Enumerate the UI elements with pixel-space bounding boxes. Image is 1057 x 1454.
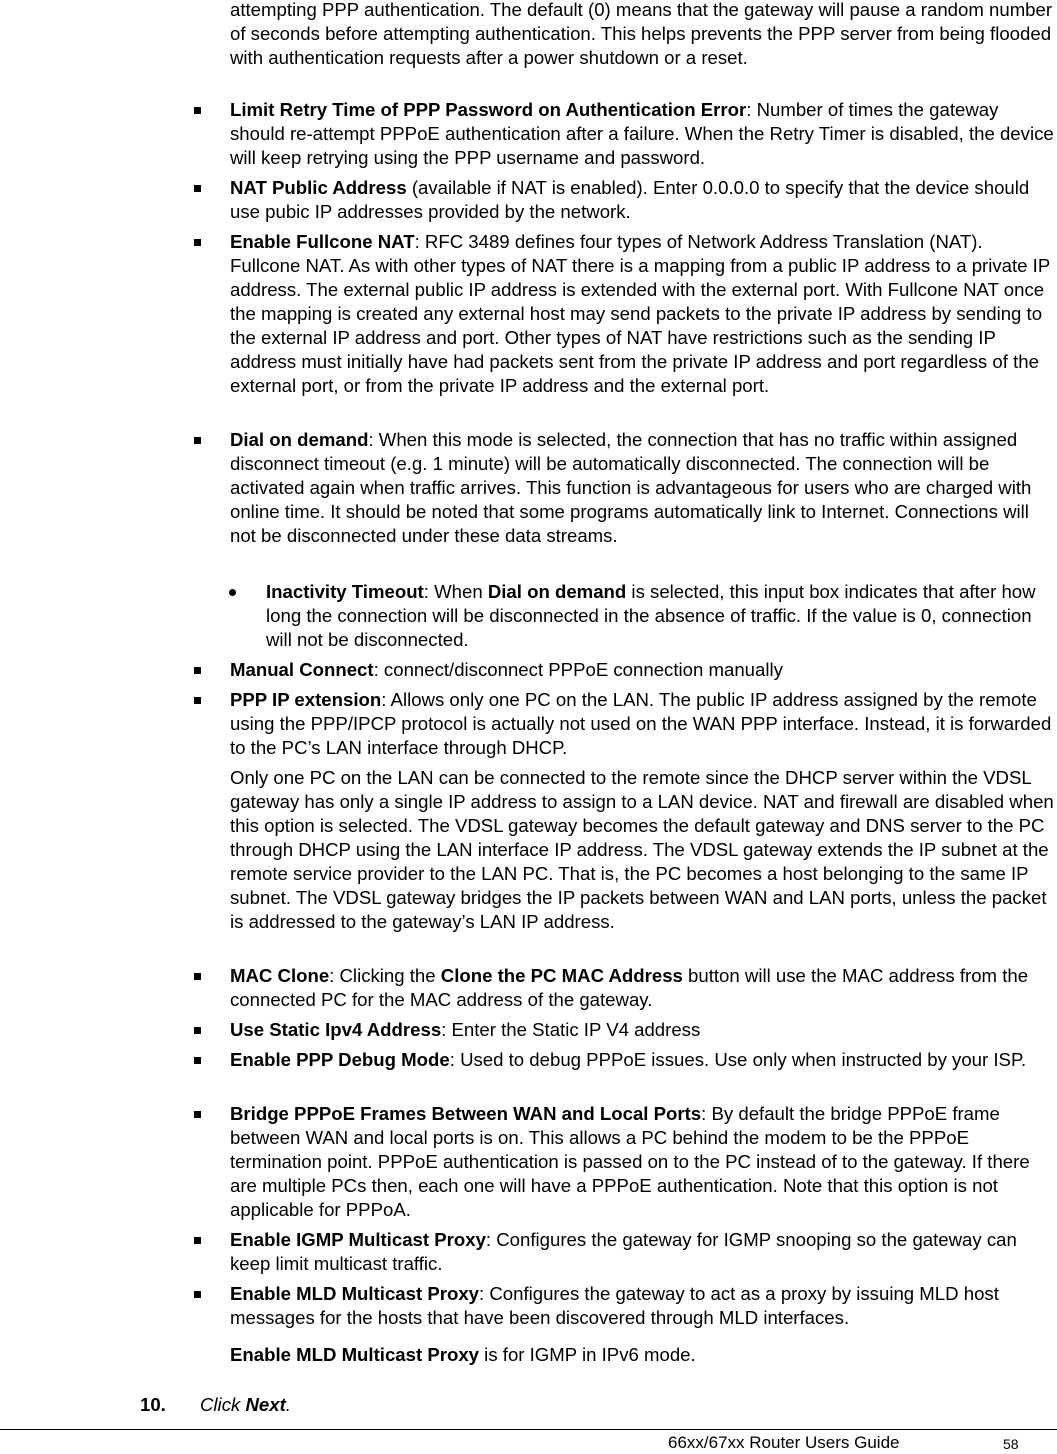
square-bullet-icon [194,107,201,114]
square-bullet-icon [194,1237,201,1244]
list-item-igmp-proxy [230,1228,1055,1276]
item-description: (available if NAT is enabled). Enter 0.0.0.0 to specify that the device should use pubic IP addresses provided by the network. [230,177,1030,222]
step-number: 10. [140,1394,166,1415]
square-bullet-icon [194,185,201,192]
term-label: Manual Connect [230,659,374,680]
list-item-nat-public-address [230,176,1055,224]
term-label: Enable PPP Debug Mode [230,1049,450,1070]
term-label: Enable IGMP Multicast Proxy [230,1229,486,1250]
term-label: Clone the PC MAC Address [440,965,683,986]
item-description: : When [423,581,488,602]
term-label: Limit Retry Time of PPP Password on Authentication Error [230,99,747,120]
step-suffix: . [285,1394,291,1415]
ppp-extension-note [230,766,1055,934]
sub-item-inactivity-timeout [266,580,1056,652]
item-description: : Enter the Static IP V4 address [441,1019,701,1040]
page-number: 58 [1003,1436,1019,1452]
square-bullet-icon [194,1057,201,1064]
item-description: : Clicking the [329,965,441,986]
list-item-ppp-debug [230,1048,1055,1072]
term-label: Enable MLD Multicast Proxy [230,1283,480,1304]
list-item-fullcone-nat [230,230,1055,398]
note-text: Only one PC on the LAN can be connected to the remote since the DHCP server within the VDSL gateway has only a single IP address to assign to a LAN device. NAT and firewall are disabled when this option is selected. The VDSL gateway becomes the default gateway and DNS server to the PC through DHCP using the LAN interface IP address. The VDSL gateway extends the IP subnet at the remote service provider to the LAN PC. That is, the PC becomes a host belonging to the same IP subnet. The VDSL gateway bridges the IP packets between WAN and LAN ports, unless the packet is addressed to the gateway’s LAN IP address. [230,767,1054,932]
footer-divider [0,1429,1057,1430]
item-description: is selected, this input box indicates that after how long the connection will be disconnected in the absence of traffic. If the value is 0, connection will not be disconnected. [266,581,1036,650]
step-prefix: Click [200,1394,246,1415]
mld-note [230,1343,1055,1367]
list-item-ppp-ip-extension [230,688,1055,760]
square-bullet-icon [194,437,201,444]
item-description: : When this mode is selected, the connection that has no traffic within assigned disconnect timeout (e.g. 1 minute) will be automatically disconnected. The connection will be activated again when traffic arrives. This function is advantageous for users who are charged with online time. It should be noted that some programs automatically link to Internet. Connections will not be disconnected under these data streams. [230,429,1032,546]
term-label: Bridge PPPoE Frames Between WAN and Local Ports [230,1103,702,1124]
square-bullet-icon [194,1111,201,1118]
term-label: NAT Public Address [230,177,407,198]
note-text: is for IGMP in IPv6 mode. [479,1344,696,1365]
item-description: button will use the MAC address from the connected PC for the MAC address of the gateway. [230,965,1029,1010]
square-bullet-icon [194,239,201,246]
item-description: : connect/disconnect PPPoE connection manually [373,659,783,680]
list-item-static-ipv4 [230,1018,1055,1042]
square-bullet-icon [194,697,201,704]
item-description: : Number of times the gateway should re-attempt PPPoE authentication after a failure. When the Retry Timer is disabled, the device will keep retrying using the PPP username and password. [230,99,1054,168]
item-description: : Allows only one PC on the LAN. The public IP address assigned by the remote using the PPP/IPCP protocol is actually not used on the WAN PPP interface. Instead, it is forwarded to the PC’s LAN interface through DHCP. [230,689,1052,758]
term-label: Dial on demand [230,429,369,450]
item-description: : By default the bridge PPPoE frame between WAN and local ports is on. This allows a PC behind the modem to be the PPPoE termination point. PPPoE authentication is passed on to the PC instead of to the gateway. If there are multiple PCs then, each one will have a PPPoE authentication. Note that this option is not applicable for PPPoA. [230,1103,1030,1220]
footer-title: 66xx/67xx Router Users Guide [668,1433,900,1452]
term-label: Dial on demand [487,581,627,602]
term-label: Use Static Ipv4 Address [230,1019,442,1040]
list-item-manual-connect [230,658,1055,682]
item-description: : Configures the gateway to act as a proxy by issuing MLD host messages for the hosts that have been discovered through MLD interfaces. [230,1283,999,1328]
item-description: : Used to debug PPPoE issues. Use only when instructed by your ISP. [449,1049,1027,1070]
term-label: PPP IP extension [230,689,382,710]
list-item-mld-proxy [230,1282,1055,1330]
term-label: Inactivity Timeout [266,581,424,602]
intro-text: attempting PPP authentication. The default (0) means that the gateway will pause a random number of seconds before attempting authentication. This helps prevents the PPP server from being flooded with authentication requests after a power shutdown or a reset. [230,0,1053,68]
term-label: Enable MLD Multicast Proxy [230,1344,480,1365]
square-bullet-icon [194,1291,201,1298]
intro-paragraph [230,0,1055,70]
square-bullet-icon [194,973,201,980]
term-label: Enable Fullcone NAT [230,231,415,252]
step-action: Next [245,1394,286,1415]
list-item-bridge-pppoe [230,1102,1055,1222]
term-label: MAC Clone [230,965,330,986]
step-instruction [200,1393,291,1417]
item-description: : RFC 3489 defines four types of Network Address Translation (NAT). Fullcone NAT. As with other types of NAT there is a mapping from a public IP address to a private IP address. The external public IP address is extended with the external port. With Fullcone NAT once the mapping is created any external host may send packets to the private IP address by sending to the external IP address and port. Other types of NAT have restrictions such as the sending IP address must initially have had packets sent from the private IP address and port regardless of the external port, or from the private IP address and the external port. [230,231,1050,396]
round-bullet-icon [229,589,236,596]
list-item-mac-clone [230,964,1055,1012]
square-bullet-icon [194,1027,201,1034]
item-description: : Configures the gateway for IGMP snooping so the gateway can keep limit multicast traffic. [230,1229,1017,1274]
list-item-dial-on-demand [230,428,1055,548]
list-item-limit-retry [230,98,1055,170]
square-bullet-icon [194,667,201,674]
